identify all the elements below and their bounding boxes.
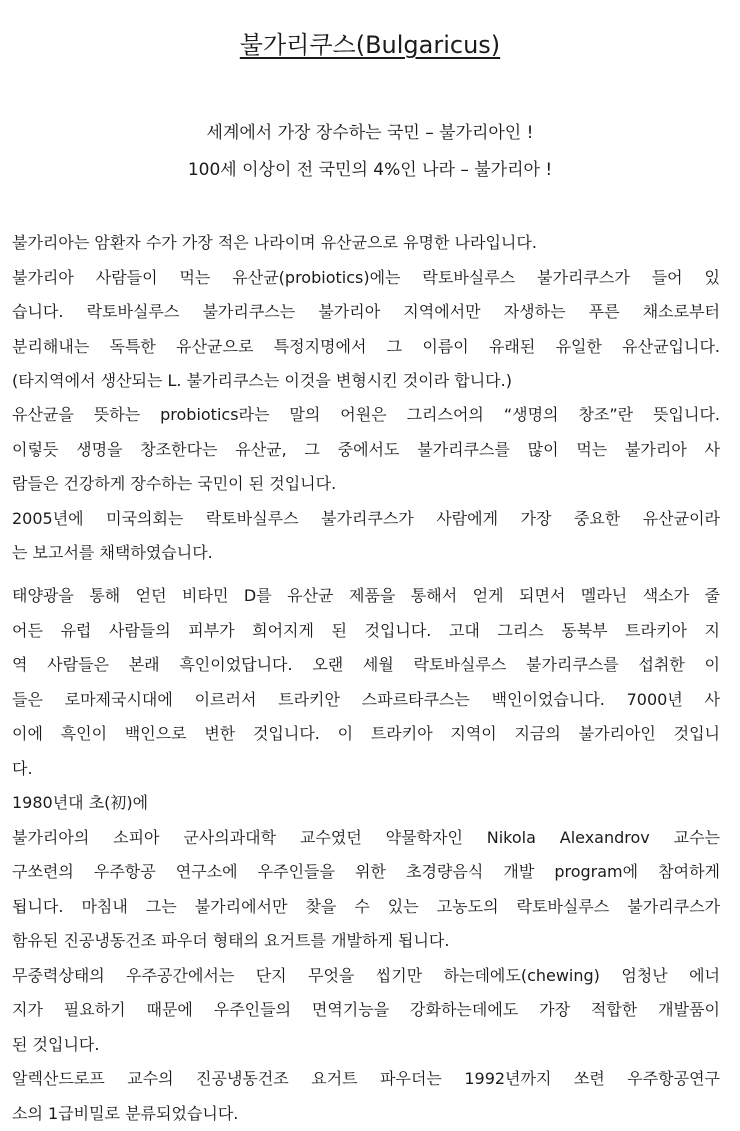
text-line: 이렇듯 생명을 창조한다는 유산균, 그 중에서도 불가리쿠스를 많이 먹는 불가리아 사 [12, 433, 720, 468]
text-line: 2005년에 미국의회는 락토바실루스 불가리쿠스가 사람에게 가장 중요한 유산균이라 [12, 502, 720, 537]
text-line: 역 사람들은 본래 흑인이었답니다. 오랜 세월 락토바실루스 불가리쿠스를 섭취한 이 [12, 648, 720, 683]
text-line: (타지역에서 생산되는 L. 불가리쿠스는 이것을 변형시킨 것이라 합니다.) [12, 364, 720, 399]
text-line: 된 것입니다. [12, 1028, 720, 1063]
text-line: 알렉산드로프 교수의 진공냉동건조 요거트 파우더는 1992년까지 쏘련 우주항공연구 [12, 1062, 720, 1097]
text-line: 람들은 건강하게 장수하는 국민이 된 것입니다. [12, 467, 720, 502]
text-line: 분리해내는 독특한 유산균으로 특정지명에서 그 이름이 유래된 유일한 유산균입니다. [12, 330, 720, 365]
text-line: 구쏘련의 우주항공 연구소에 우주인들을 위한 초경량음식 개발 program에 참여하게 [12, 855, 720, 890]
text-line: 불가리아는 암환자 수가 가장 적은 나라이며 유산균으로 유명한 나라입니다. [12, 226, 720, 261]
text-line: 소의 1급비밀로 분류되었습니다. [12, 1097, 720, 1131]
text-line: 됩니다. 마침내 그는 불가리에서만 찾을 수 있는 고농도의 락토바실루스 불가리쿠스가 [12, 890, 720, 925]
paragraph-2 [12, 398, 720, 571]
subtitle-line-1: 세계에서 가장 장수하는 국민 – 불가리아인 ! [0, 121, 740, 145]
text-line: 다. [12, 752, 720, 787]
paragraph-3 [12, 579, 720, 786]
text-line: 어든 유럽 사람들의 피부가 희어지게 된 것입니다. 고대 그리스 동북부 트라키아 지 [12, 614, 720, 649]
document-title: 불가리쿠스(Bulgaricus) [0, 28, 740, 62]
text-line: 불가리아 사람들이 먹는 유산균(probiotics)에는 락토바실루스 불가리쿠스가 들어 있 [12, 261, 720, 296]
paragraph-1 [12, 226, 720, 399]
text-line: 함유된 진공냉동건조 파우더 형태의 요거트를 개발하게 됩니다. [12, 924, 720, 959]
text-line: 태양광을 통해 얻던 비타민 D를 유산균 제품을 통해서 얻게 되면서 멜라닌 색소가 줄 [12, 579, 720, 614]
text-line: 무중력상태의 우주공간에서는 단지 무엇을 씹기만 하는데에도(chewing) 엄청난 에너 [12, 959, 720, 994]
subtitle-line-2: 100세 이상이 전 국민의 4%인 나라 – 불가리아 ! [0, 158, 740, 182]
text-line: 유산균을 뜻하는 probiotics라는 말의 어원은 그리스어의 “생명의 창조”란 뜻입니다. [12, 398, 720, 433]
text-line: 1980년대 초(初)에 [12, 786, 720, 821]
text-line: 습니다. 락토바실루스 불가리쿠스는 불가리아 지역에서만 자생하는 푸른 채소로부터 [12, 295, 720, 330]
text-line: 들은 로마제국시대에 이르러서 트라키안 스파르타쿠스는 백인이었습니다. 7000년 사 [12, 683, 720, 718]
text-line: 지가 필요하기 때문에 우주인들의 면역기능을 강화하는데에도 가장 적합한 개발품이 [12, 993, 720, 1028]
text-line: 불가리아의 소피아 군사의과대학 교수였던 약물학자인 Nikola Alexandrov 교수는 [12, 821, 720, 856]
paragraph-4 [12, 786, 720, 1131]
text-line: 이에 흑인이 백인으로 변한 것입니다. 이 트라키아 지역이 지금의 불가리아인 것입니 [12, 717, 720, 752]
text-line: 는 보고서를 채택하였습니다. [12, 536, 720, 571]
